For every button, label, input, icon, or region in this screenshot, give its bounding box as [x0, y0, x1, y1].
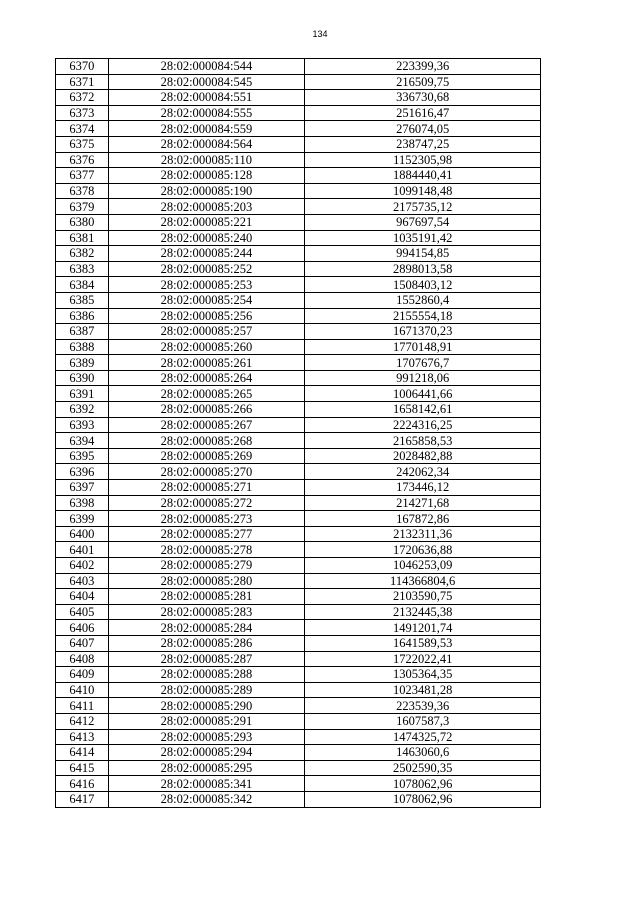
row-number-cell: 6371 [56, 74, 109, 90]
cadastral-number-cell: 28:02:000085:264 [108, 370, 305, 386]
row-number-cell: 6397 [56, 480, 109, 496]
row-number-cell: 6378 [56, 183, 109, 199]
table-row [56, 433, 541, 449]
table-row [56, 620, 541, 636]
table-row [56, 121, 541, 137]
cadastral-number-cell: 28:02:000085:287 [108, 651, 305, 667]
table-row [56, 105, 541, 121]
value-cell: 1658142,61 [305, 402, 541, 418]
row-number-cell: 6375 [56, 136, 109, 152]
value-cell: 223539,36 [305, 698, 541, 714]
value-cell: 223399,36 [305, 59, 541, 75]
cadastral-number-cell: 28:02:000085:281 [108, 589, 305, 605]
value-cell: 1552860,4 [305, 292, 541, 308]
value-cell: 1099148,48 [305, 183, 541, 199]
row-number-cell: 6411 [56, 698, 109, 714]
table-row [56, 417, 541, 433]
table-row [56, 355, 541, 371]
table-row [56, 261, 541, 277]
cadastral-number-cell: 28:02:000085:284 [108, 620, 305, 636]
cadastral-number-cell: 28:02:000085:110 [108, 152, 305, 168]
table-row [56, 573, 541, 589]
cadastral-number-cell: 28:02:000085:277 [108, 526, 305, 542]
table-row [56, 230, 541, 246]
row-number-cell: 6388 [56, 339, 109, 355]
table-row [56, 604, 541, 620]
value-cell: 1078062,96 [305, 791, 541, 807]
row-number-cell: 6405 [56, 604, 109, 620]
cadastral-number-cell: 28:02:000085:256 [108, 308, 305, 324]
table-row [56, 464, 541, 480]
table-row [56, 667, 541, 683]
cadastral-number-cell: 28:02:000085:273 [108, 511, 305, 527]
cadastral-number-cell: 28:02:000085:280 [108, 573, 305, 589]
cadastral-number-cell: 28:02:000085:291 [108, 713, 305, 729]
table-row [56, 698, 541, 714]
cadastral-number-cell: 28:02:000085:260 [108, 339, 305, 355]
cadastral-number-cell: 28:02:000085:293 [108, 729, 305, 745]
row-number-cell: 6393 [56, 417, 109, 433]
cadastral-value-table [55, 58, 541, 808]
cadastral-number-cell: 28:02:000085:341 [108, 776, 305, 792]
table-row [56, 59, 541, 75]
row-number-cell: 6390 [56, 370, 109, 386]
value-cell: 276074,05 [305, 121, 541, 137]
row-number-cell: 6383 [56, 261, 109, 277]
value-cell: 1006441,66 [305, 386, 541, 402]
row-number-cell: 6392 [56, 402, 109, 418]
table-row [56, 246, 541, 262]
value-cell: 2165858,53 [305, 433, 541, 449]
value-cell: 2028482,88 [305, 448, 541, 464]
value-cell: 2224316,25 [305, 417, 541, 433]
value-cell: 1641589,53 [305, 635, 541, 651]
value-cell: 2155554,18 [305, 308, 541, 324]
cadastral-number-cell: 28:02:000085:288 [108, 667, 305, 683]
row-number-cell: 6398 [56, 495, 109, 511]
cadastral-number-cell: 28:02:000085:265 [108, 386, 305, 402]
value-cell: 991218,06 [305, 370, 541, 386]
table-row [56, 651, 541, 667]
cadastral-number-cell: 28:02:000085:286 [108, 635, 305, 651]
row-number-cell: 6370 [56, 59, 109, 75]
table-row [56, 277, 541, 293]
row-number-cell: 6379 [56, 199, 109, 215]
cadastral-number-cell: 28:02:000084:544 [108, 59, 305, 75]
row-number-cell: 6416 [56, 776, 109, 792]
table-row [56, 90, 541, 106]
value-cell: 2103590,75 [305, 589, 541, 605]
cadastral-number-cell: 28:02:000085:254 [108, 292, 305, 308]
cadastral-number-cell: 28:02:000085:270 [108, 464, 305, 480]
row-number-cell: 6387 [56, 324, 109, 340]
table-row [56, 324, 541, 340]
value-cell: 1770148,91 [305, 339, 541, 355]
value-cell: 1023481,28 [305, 682, 541, 698]
value-cell: 214271,68 [305, 495, 541, 511]
value-cell: 173446,12 [305, 480, 541, 496]
cadastral-number-cell: 28:02:000085:269 [108, 448, 305, 464]
row-number-cell: 6384 [56, 277, 109, 293]
value-cell: 251616,47 [305, 105, 541, 121]
cadastral-number-cell: 28:02:000085:261 [108, 355, 305, 371]
row-number-cell: 6415 [56, 760, 109, 776]
table-row [56, 495, 541, 511]
table-row [56, 589, 541, 605]
table-row [56, 558, 541, 574]
cadastral-number-cell: 28:02:000084:555 [108, 105, 305, 121]
cadastral-number-cell: 28:02:000085:266 [108, 402, 305, 418]
value-cell: 238747,25 [305, 136, 541, 152]
value-cell: 1707676,7 [305, 355, 541, 371]
row-number-cell: 6412 [56, 713, 109, 729]
value-cell: 1607587,3 [305, 713, 541, 729]
row-number-cell: 6404 [56, 589, 109, 605]
cadastral-number-cell: 28:02:000085:190 [108, 183, 305, 199]
table-row [56, 713, 541, 729]
table-row [56, 74, 541, 90]
table-row [56, 776, 541, 792]
row-number-cell: 6373 [56, 105, 109, 121]
table-row [56, 402, 541, 418]
row-number-cell: 6400 [56, 526, 109, 542]
table-row [56, 386, 541, 402]
value-cell: 2175735,12 [305, 199, 541, 215]
value-cell: 1508403,12 [305, 277, 541, 293]
cadastral-number-cell: 28:02:000085:128 [108, 168, 305, 184]
value-cell: 1884440,41 [305, 168, 541, 184]
value-cell: 2898013,58 [305, 261, 541, 277]
table-row [56, 168, 541, 184]
cadastral-number-cell: 28:02:000085:203 [108, 199, 305, 215]
table-row [56, 370, 541, 386]
cadastral-number-cell: 28:02:000085:278 [108, 542, 305, 558]
value-cell: 114366804,6 [305, 573, 541, 589]
row-number-cell: 6402 [56, 558, 109, 574]
table-row [56, 136, 541, 152]
table-row [56, 682, 541, 698]
cadastral-number-cell: 28:02:000084:545 [108, 74, 305, 90]
row-number-cell: 6389 [56, 355, 109, 371]
cadastral-number-cell: 28:02:000084:551 [108, 90, 305, 106]
row-number-cell: 6408 [56, 651, 109, 667]
cadastral-number-cell: 28:02:000085:221 [108, 214, 305, 230]
value-cell: 1305364,35 [305, 667, 541, 683]
cadastral-number-cell: 28:02:000085:267 [108, 417, 305, 433]
value-cell: 1463060,6 [305, 745, 541, 761]
cadastral-number-cell: 28:02:000085:271 [108, 480, 305, 496]
row-number-cell: 6417 [56, 791, 109, 807]
row-number-cell: 6372 [56, 90, 109, 106]
cadastral-number-cell: 28:02:000085:283 [108, 604, 305, 620]
row-number-cell: 6407 [56, 635, 109, 651]
table-row [56, 183, 541, 199]
row-number-cell: 6410 [56, 682, 109, 698]
table-row [56, 542, 541, 558]
table-row [56, 152, 541, 168]
cadastral-number-cell: 28:02:000085:294 [108, 745, 305, 761]
table-row [56, 526, 541, 542]
table-row [56, 448, 541, 464]
row-number-cell: 6406 [56, 620, 109, 636]
table-row [56, 791, 541, 807]
table-row [56, 511, 541, 527]
table-row [56, 729, 541, 745]
table-row [56, 292, 541, 308]
value-cell: 167872,86 [305, 511, 541, 527]
value-cell: 1720636,88 [305, 542, 541, 558]
row-number-cell: 6394 [56, 433, 109, 449]
row-number-cell: 6396 [56, 464, 109, 480]
value-cell: 1078062,96 [305, 776, 541, 792]
cadastral-number-cell: 28:02:000085:244 [108, 246, 305, 262]
table-body [56, 59, 541, 808]
table-row [56, 199, 541, 215]
table-row [56, 308, 541, 324]
value-cell: 242062,34 [305, 464, 541, 480]
cadastral-number-cell: 28:02:000085:257 [108, 324, 305, 340]
table-row [56, 339, 541, 355]
value-cell: 1722022,41 [305, 651, 541, 667]
cadastral-number-cell: 28:02:000085:342 [108, 791, 305, 807]
table-row [56, 635, 541, 651]
row-number-cell: 6381 [56, 230, 109, 246]
row-number-cell: 6401 [56, 542, 109, 558]
value-cell: 1046253,09 [305, 558, 541, 574]
value-cell: 1035191,42 [305, 230, 541, 246]
cadastral-number-cell: 28:02:000085:252 [108, 261, 305, 277]
row-number-cell: 6377 [56, 168, 109, 184]
value-cell: 216509,75 [305, 74, 541, 90]
value-cell: 2502590,35 [305, 760, 541, 776]
cadastral-number-cell: 28:02:000085:240 [108, 230, 305, 246]
cadastral-number-cell: 28:02:000085:289 [108, 682, 305, 698]
row-number-cell: 6382 [56, 246, 109, 262]
value-cell: 336730,68 [305, 90, 541, 106]
row-number-cell: 6386 [56, 308, 109, 324]
row-number-cell: 6380 [56, 214, 109, 230]
value-cell: 2132445,38 [305, 604, 541, 620]
cadastral-number-cell: 28:02:000085:290 [108, 698, 305, 714]
table-row [56, 214, 541, 230]
row-number-cell: 6376 [56, 152, 109, 168]
row-number-cell: 6413 [56, 729, 109, 745]
value-cell: 967697,54 [305, 214, 541, 230]
value-cell: 1671370,23 [305, 324, 541, 340]
value-cell: 1474325,72 [305, 729, 541, 745]
row-number-cell: 6385 [56, 292, 109, 308]
cadastral-number-cell: 28:02:000085:279 [108, 558, 305, 574]
value-cell: 1152305,98 [305, 152, 541, 168]
cadastral-number-cell: 28:02:000084:564 [108, 136, 305, 152]
row-number-cell: 6395 [56, 448, 109, 464]
row-number-cell: 6409 [56, 667, 109, 683]
page-number: 134 [312, 29, 328, 39]
row-number-cell: 6374 [56, 121, 109, 137]
value-cell: 2132311,36 [305, 526, 541, 542]
row-number-cell: 6399 [56, 511, 109, 527]
value-cell: 994154,85 [305, 246, 541, 262]
table-row [56, 745, 541, 761]
row-number-cell: 6391 [56, 386, 109, 402]
cadastral-number-cell: 28:02:000085:272 [108, 495, 305, 511]
table-row [56, 760, 541, 776]
cadastral-number-cell: 28:02:000085:268 [108, 433, 305, 449]
value-cell: 1491201,74 [305, 620, 541, 636]
cadastral-number-cell: 28:02:000085:295 [108, 760, 305, 776]
row-number-cell: 6403 [56, 573, 109, 589]
table-row [56, 480, 541, 496]
cadastral-number-cell: 28:02:000084:559 [108, 121, 305, 137]
cadastral-number-cell: 28:02:000085:253 [108, 277, 305, 293]
row-number-cell: 6414 [56, 745, 109, 761]
